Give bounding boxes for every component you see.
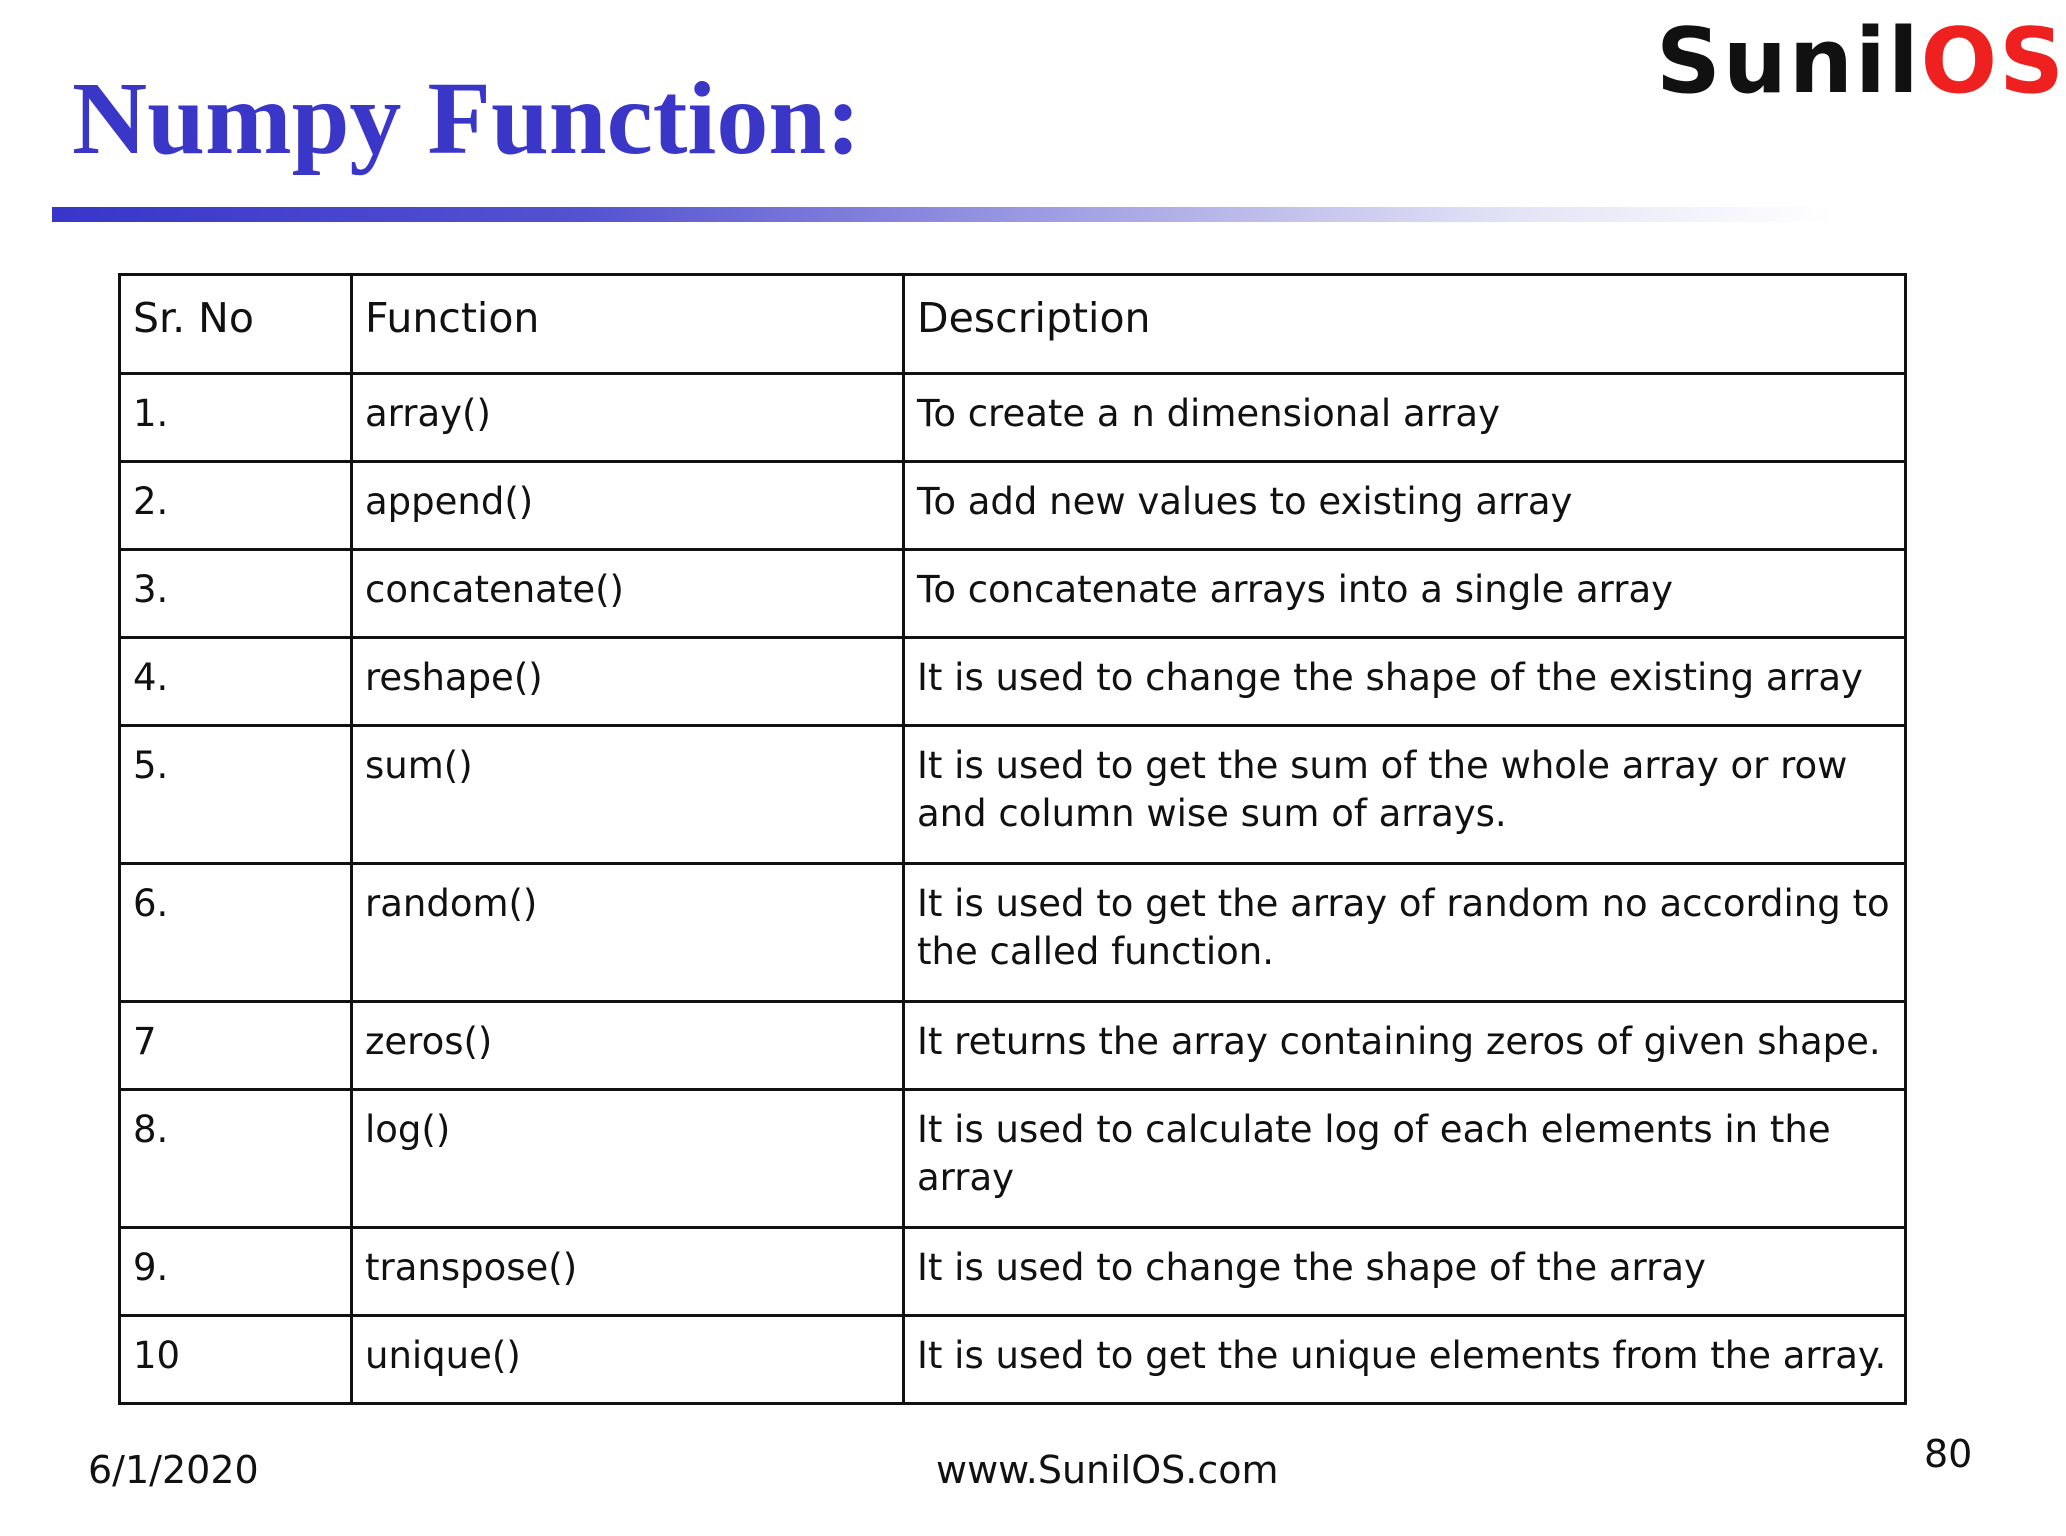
description-line: It returns the array containing zeros of given shape. [917, 1020, 1881, 1063]
cell-description [904, 1002, 1906, 1090]
header-description: Description [904, 275, 1906, 374]
description-line: It is used to calculate log of each elements in the [917, 1108, 1831, 1151]
description-line: and column wise sum of arrays. [917, 792, 1507, 835]
table-row [120, 1090, 1906, 1228]
table-row [120, 550, 1906, 638]
footer-website: www.SunilOS.com [936, 1448, 1279, 1492]
cell-sr-no: 3. [120, 550, 352, 638]
description-line: array [917, 1156, 1015, 1199]
cell-sr-no: 5. [120, 726, 352, 864]
cell-function: array() [352, 374, 904, 462]
table-row [120, 1002, 1906, 1090]
table-row [120, 1316, 1906, 1404]
table-row [120, 864, 1906, 1002]
cell-sr-no: 1. [120, 374, 352, 462]
description-line: the called function. [917, 930, 1274, 973]
description-line: It is used to get the sum of the whole array or row [917, 744, 1848, 787]
slide-title: Numpy Function: [72, 61, 861, 176]
description-line: It is used to get the array of random no according to [917, 882, 1890, 925]
cell-description [904, 726, 1906, 864]
header-function: Function [352, 275, 904, 374]
numpy-functions-table [118, 273, 1907, 1405]
table-row [120, 462, 1906, 550]
cell-sr-no: 10 [120, 1316, 352, 1404]
description-line: It is used to change the shape of the existing array [917, 656, 1863, 699]
table-row [120, 726, 1906, 864]
description-line: To add new values to existing array [917, 480, 1573, 523]
cell-description [904, 462, 1906, 550]
cell-function: sum() [352, 726, 904, 864]
cell-sr-no: 6. [120, 864, 352, 1002]
title-gradient-rule [52, 207, 1832, 222]
cell-description [904, 550, 1906, 638]
cell-description [904, 1228, 1906, 1316]
cell-function: unique() [352, 1316, 904, 1404]
cell-description [904, 638, 1906, 726]
cell-function: log() [352, 1090, 904, 1228]
cell-function: concatenate() [352, 550, 904, 638]
description-line: To concatenate arrays into a single array [917, 568, 1674, 611]
cell-sr-no: 7 [120, 1002, 352, 1090]
cell-sr-no: 4. [120, 638, 352, 726]
cell-function: append() [352, 462, 904, 550]
cell-sr-no: 8. [120, 1090, 352, 1228]
table-row [120, 638, 1906, 726]
logo-text-sunil: Sunil [1656, 9, 1921, 114]
table-row [120, 374, 1906, 462]
footer-date: 6/1/2020 [88, 1448, 259, 1492]
cell-description [904, 1316, 1906, 1404]
cell-description [904, 374, 1906, 462]
cell-function: random() [352, 864, 904, 1002]
description-line: It is used to get the unique elements from the array. [917, 1334, 1887, 1377]
table-row [120, 1228, 1906, 1316]
cell-sr-no: 2. [120, 462, 352, 550]
functions-table-container [118, 273, 1907, 1405]
cell-sr-no: 9. [120, 1228, 352, 1316]
cell-function: zeros() [352, 1002, 904, 1090]
cell-description [904, 1090, 1906, 1228]
sunilos-logo [1656, 8, 2066, 116]
cell-description [904, 864, 1906, 1002]
description-line: To create a n dimensional array [917, 392, 1500, 435]
cell-function: transpose() [352, 1228, 904, 1316]
header-sr-no: Sr. No [120, 275, 352, 374]
description-line: It is used to change the shape of the array [917, 1246, 1706, 1289]
page-number: 80 [1924, 1432, 1973, 1476]
cell-function: reshape() [352, 638, 904, 726]
logo-text-os: OS [1920, 9, 2066, 114]
table-header-row [120, 275, 1906, 374]
